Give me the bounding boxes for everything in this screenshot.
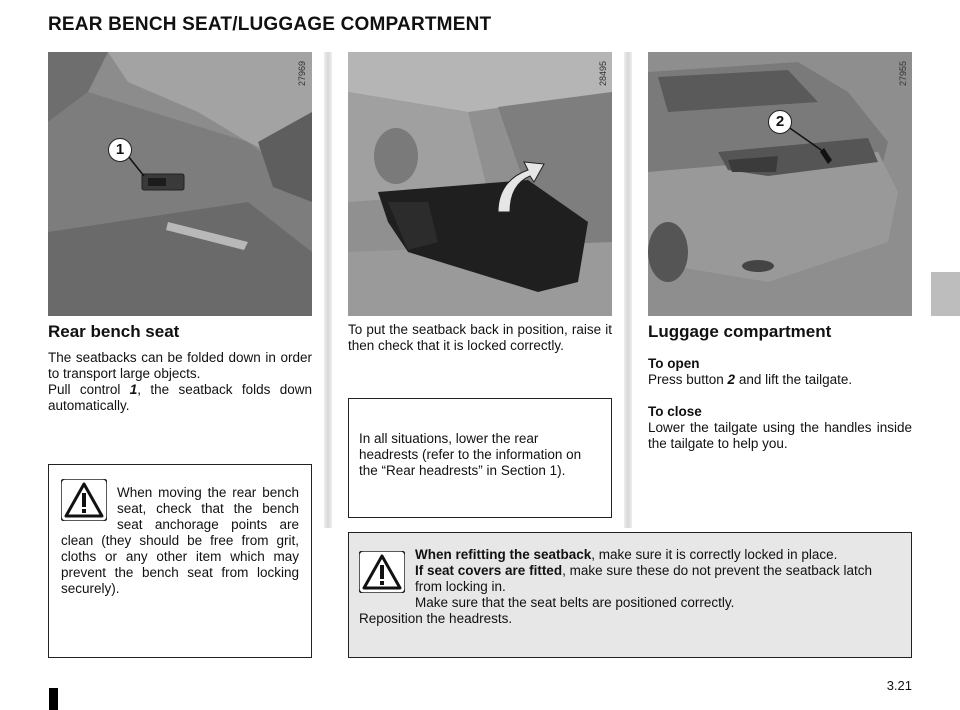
warning-box-bottom <box>348 532 912 658</box>
figure-boot-control <box>48 52 312 316</box>
figure-ref-28495: 28495 <box>598 60 608 86</box>
page-number: 3.21 <box>886 678 912 693</box>
warning-left-text: When moving the rear bench seat, check that the bench seat anchorage points are clean (they should be free from grit, cloths or any other item which may prevent the bench seat from locking securely). <box>61 485 299 596</box>
page-title: REAR BENCH SEAT/LUGGAGE COMPARTMENT <box>48 14 492 35</box>
to-open-label: To open <box>648 356 700 371</box>
boot-illustration <box>48 52 312 316</box>
to-open-text: Press button 2 and lift the tailgate. <box>648 372 853 387</box>
seatback-illustration <box>348 52 612 316</box>
pull-suffix: , the seatback folds down automatically. <box>48 382 312 413</box>
car-illustration <box>648 52 912 316</box>
warning-bottom-line1: When refitting the seatback, make sure it is correctly locked in place. <box>415 547 838 562</box>
middle-paragraph: To put the seatback back in position, raise it then check that it is locked correctly. <box>348 322 612 353</box>
callout-1: 1 <box>108 138 132 162</box>
warning-bottom-line3: Make sure that the seat belts are positioned correctly. <box>415 595 735 610</box>
warning-bottom-line4: Reposition the headrests. <box>359 611 513 626</box>
figure-ref-27955: 27955 <box>898 60 908 86</box>
figure-car-rear <box>648 52 912 316</box>
to-close-text: Lower the tailgate using the handles inside the tailgate to help you. <box>648 420 912 451</box>
warning-triangle-icon <box>61 479 107 521</box>
warning-bottom-line2: If seat covers are fitted, make sure these do not prevent the seatback latch from locking in. <box>415 563 873 594</box>
section-tab <box>931 272 960 316</box>
warning-triangle-icon <box>359 551 405 593</box>
rear-bench-paragraph-1: The seatbacks can be folded down in order to transport large objects. <box>48 350 312 381</box>
rear-bench-paragraph-2 <box>48 382 312 414</box>
headrest-note-box <box>348 398 612 518</box>
column-divider <box>324 52 332 528</box>
pull-control-ref: 1 <box>129 382 138 397</box>
to-close-label: To close <box>648 404 702 419</box>
callout-2: 2 <box>768 110 792 134</box>
luggage-heading: Luggage compartment <box>648 322 832 341</box>
figure-seatback <box>348 52 612 316</box>
pull-prefix: Pull control <box>48 382 130 397</box>
rear-bench-heading: Rear bench seat <box>48 322 180 341</box>
button-2-ref: 2 <box>727 372 736 387</box>
column-divider <box>624 52 632 528</box>
figure-ref-27969: 27969 <box>297 60 307 86</box>
headrest-note-text: In all situations, lower the rear headrests (refer to the information on the “Rear headrests” in Section 1). <box>359 431 582 478</box>
warning-box-left <box>48 464 312 658</box>
corner-mark <box>49 688 58 710</box>
